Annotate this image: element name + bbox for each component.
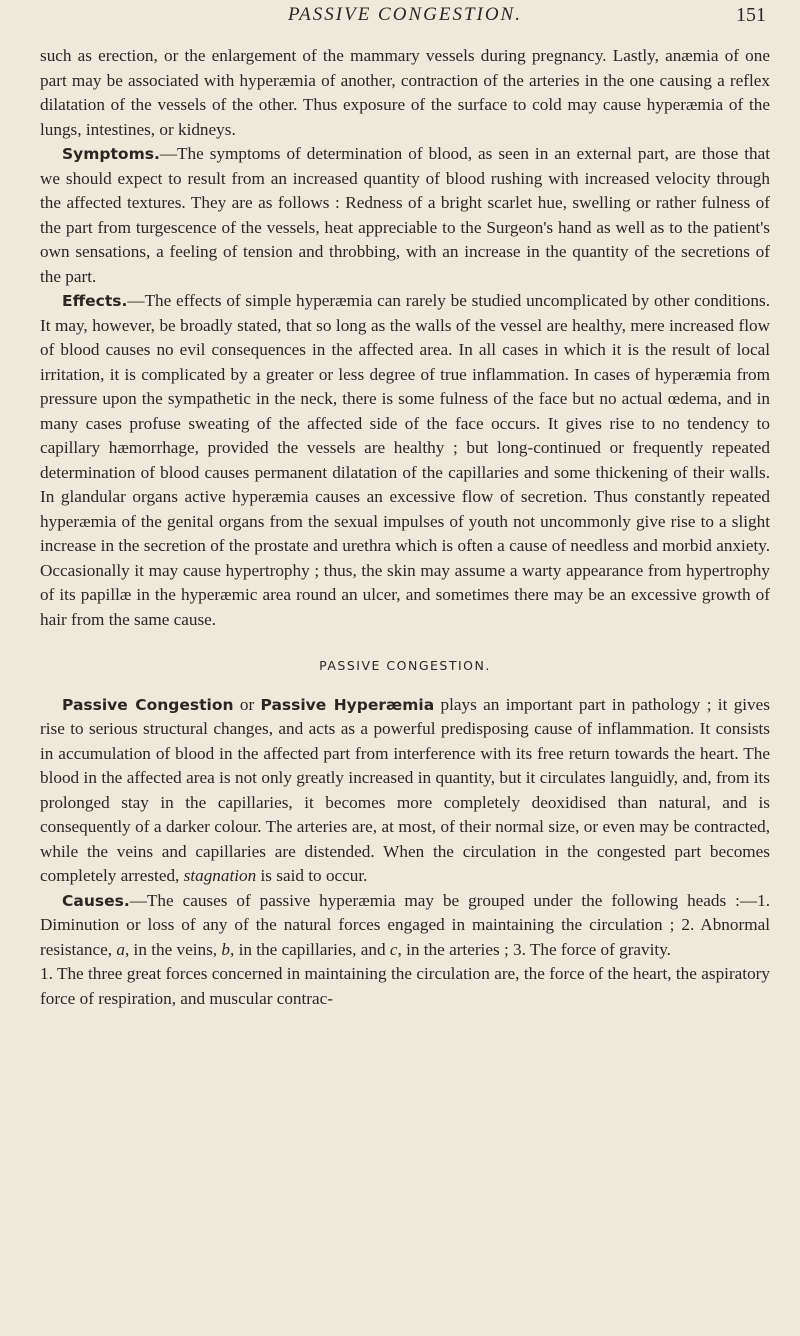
passive-text-1: plays an important part in pathology ; it gives rise to serious structural changes, and acts as a powerful predisposing cause of inflammation. It consists in accumulation of blood in the affected part from interference with its free return towards the heart. The blood in the affected area is not only greatly increased in quantity, but it circulates languidly, and, from its prolonged stay in the capillaries, it becomes more completely deoxidised than natural, and is consequently of a darker colour. The arteries are, at most, of their normal size, or even may be contracted, while the veins and capillaries are distended. When the circulation in the congested part becomes completely arrested, <box>40 694 770 885</box>
causes-text-2: , in the veins, <box>124 939 222 959</box>
running-title: PASSIVE CONGESTION. <box>288 4 522 25</box>
causes-text-3: , in the capillaries, and <box>229 939 390 959</box>
causes-letter-c: c <box>389 939 398 959</box>
causes-text-1: —The causes of passive hyperæmia may be grouped under the following heads :—1. Diminution or loss of any of the natural forces engaged in maintaining the circulation ; 2. Abnormal resistance, <box>40 890 770 959</box>
term-passive-congestion: Passive Congestion <box>62 695 234 714</box>
paragraph-symptoms <box>40 142 770 289</box>
run-in-heading-symptoms: Symptoms. <box>62 145 160 163</box>
term-passive-hyperaemia: Passive Hyperæmia <box>260 695 435 714</box>
paragraph-effects <box>40 289 770 632</box>
effects-text: —The effects of simple hyperæmia can rarely be studied uncomplicated by other conditions. It may, however, be broadly stated, that so long as the walls of the vessel are healthy, mere increased flow of blood causes no evil consequences in the affected area. In all cases in which it is the result of local irritation, it is complicated by a greater or less degree of true inflammation. In cases of hyperæmia from pressure upon the sympathetic in the neck, there is some fulness of the face but no actual œdema, and in many cases profuse sweating of the affected side of the face occurs. It gives rise to no tendency to capillary hæmorrhage, provided the vessels are healthy ; but long-continued or frequently repeated determination of blood causes permanent dilatation of the capillaries and some thickening of their walls. In glandular organs active hyperæmia causes an excessive flow of secretion. Thus constantly repeated hyperæmia of the genital organs from the sexual impulses of youth not uncommonly give rise to a slight increase in the secretion of the prostate and urethra which is often a cause of needless and morbid anxiety. Occasionally it may cause hypertrophy ; thus, the skin may assume a warty appearance from hypertrophy of its papillæ in the hyperæmic area round an ulcer, and sometimes there may be an excessive growth of hair from the same cause. <box>40 291 770 629</box>
causes-letter-a: a <box>116 939 125 959</box>
section-heading: PASSIVE CONGESTION. <box>319 658 491 673</box>
paragraph-continuation: such as erection, or the enlargement of the mammary vessels during pregnancy. Lastly, anæmia of one part may be associated with hyperæmia of another, contraction of the arteries in the one causing a reflex dilatation of the vessels of the other. Thus exposure of the surface to cold may cause hyperæmia of the lungs, intestines, or kidneys. <box>40 46 770 139</box>
passive-text-2: is said to occur. <box>256 866 368 885</box>
run-in-heading-effects: Effects. <box>62 292 128 310</box>
causes-letter-b: b <box>221 939 230 959</box>
body-text <box>40 44 770 1011</box>
run-in-heading-causes: Causes. <box>62 891 130 910</box>
term-stagnation: stagnation <box>183 866 257 885</box>
causes-text-4: , in the arteries ; 3. The force of gravity. <box>397 939 671 959</box>
paragraph-causes <box>40 889 770 963</box>
symptoms-text: —The symptoms of determination of blood, as seen in an external part, are those that we should expect to result from an increased quantity of blood rushing with increased velocity through the affected textures. They are as follows : Redness of a bright scarlet hue, swelling or rather fulness of the part from turgescence of the vessels, heat appreciable to the Surgeon's hand as well as to the patient's own sensations, a feeling of tension and throbbing, with an increase in the quantity of the secretions of the part. <box>40 144 770 286</box>
running-header <box>40 0 770 34</box>
paragraph-numbered-1: 1. The three great forces concerned in maintaining the circulation are, the force of the heart, the aspiratory force of respiration, and muscular contrac- <box>40 964 770 1008</box>
page-number: 151 <box>736 4 766 26</box>
paragraph-passive-congestion <box>40 693 770 889</box>
conjunction-or: or <box>233 694 261 714</box>
